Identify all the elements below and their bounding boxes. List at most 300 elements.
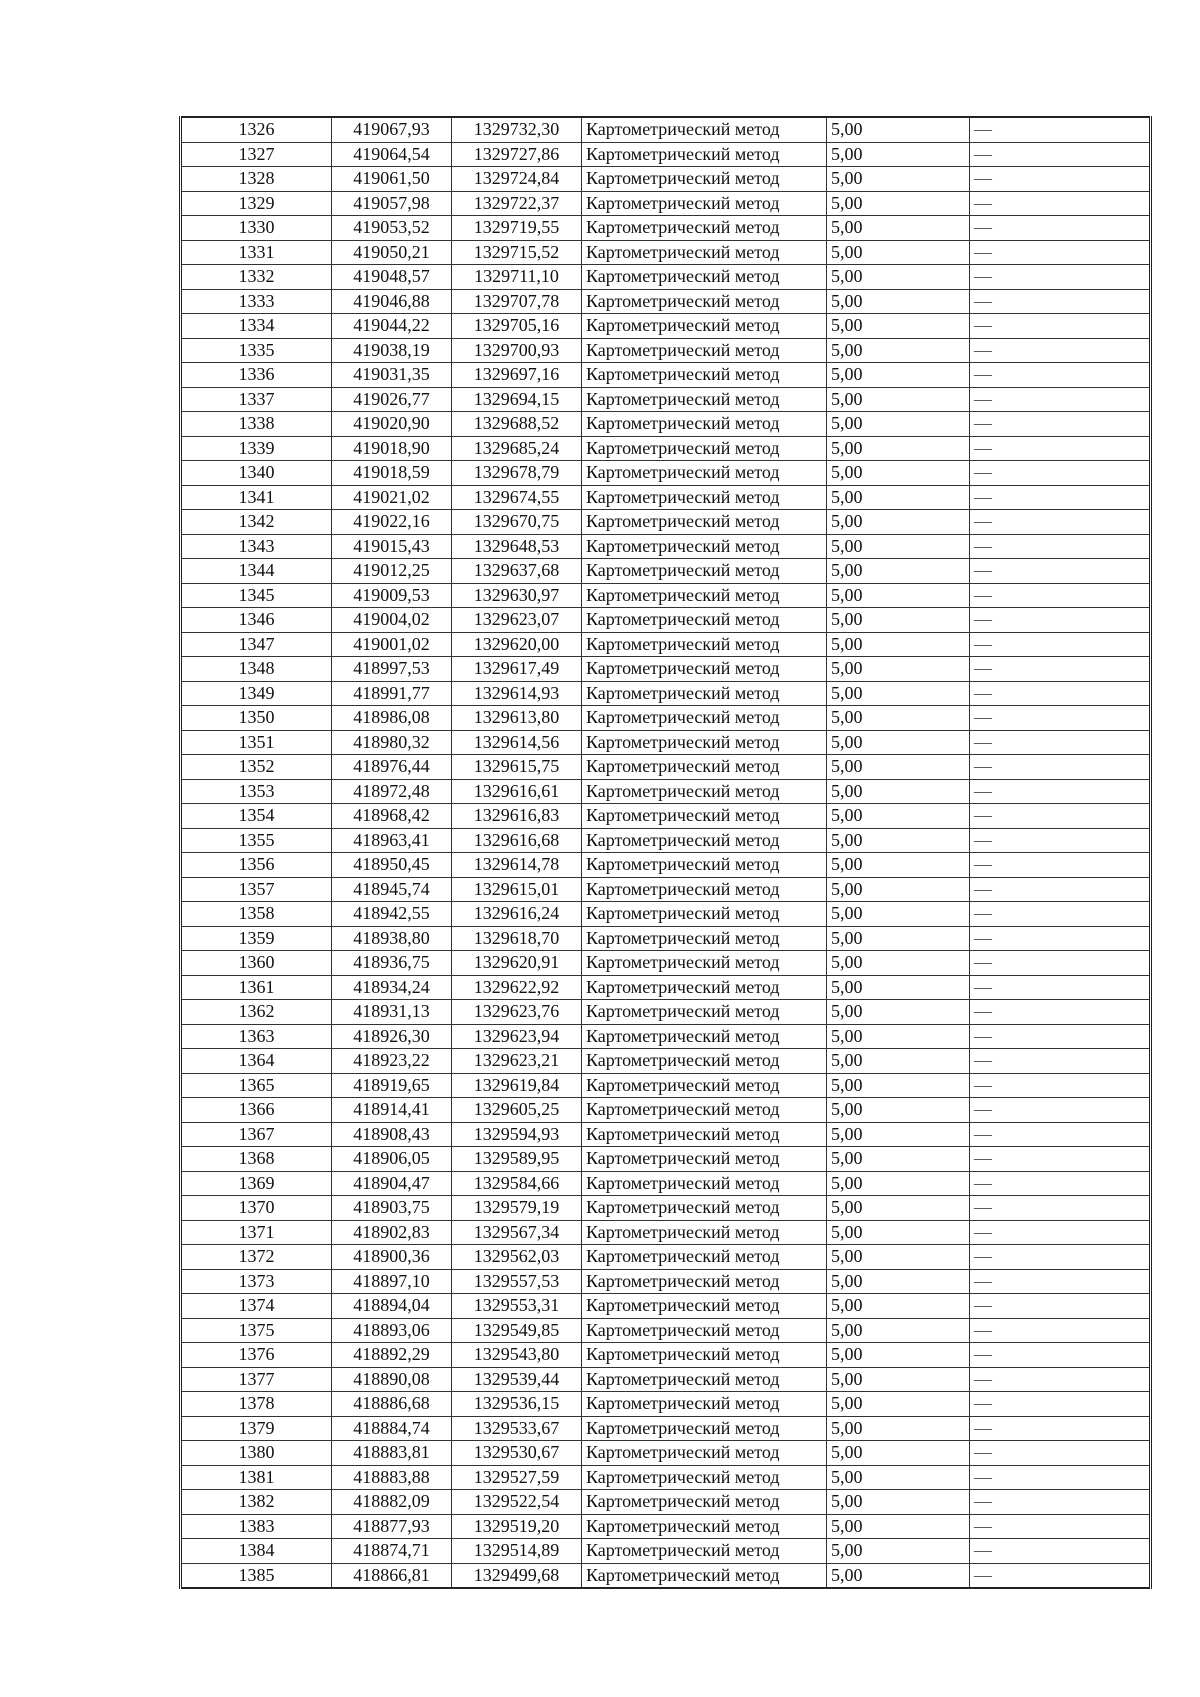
y-coordinate-cell: 1329678,79 bbox=[452, 461, 582, 486]
table-row bbox=[181, 191, 1151, 216]
accuracy-cell: 5,00 bbox=[827, 314, 970, 339]
description-cell: — bbox=[970, 1318, 1151, 1343]
table-row bbox=[181, 534, 1151, 559]
accuracy-cell: 5,00 bbox=[827, 681, 970, 706]
table-row bbox=[181, 1122, 1151, 1147]
description-cell: — bbox=[970, 853, 1151, 878]
description-cell: — bbox=[970, 1024, 1151, 1049]
y-coordinate-cell: 1329499,68 bbox=[452, 1563, 582, 1588]
accuracy-cell: 5,00 bbox=[827, 926, 970, 951]
description-cell: — bbox=[970, 975, 1151, 1000]
accuracy-cell: 5,00 bbox=[827, 485, 970, 510]
accuracy-cell: 5,00 bbox=[827, 117, 970, 142]
y-coordinate-cell: 1329615,01 bbox=[452, 877, 582, 902]
table-row bbox=[181, 1490, 1151, 1515]
method-cell: Картометрический метод bbox=[582, 1441, 827, 1466]
description-cell: — bbox=[970, 436, 1151, 461]
x-coordinate-cell: 418908,43 bbox=[332, 1122, 452, 1147]
accuracy-cell: 5,00 bbox=[827, 706, 970, 731]
x-coordinate-cell: 418914,41 bbox=[332, 1098, 452, 1123]
accuracy-cell: 5,00 bbox=[827, 1539, 970, 1564]
table-row bbox=[181, 1171, 1151, 1196]
y-coordinate-cell: 1329522,54 bbox=[452, 1490, 582, 1515]
accuracy-cell: 5,00 bbox=[827, 387, 970, 412]
point-number-cell: 1338 bbox=[181, 412, 332, 437]
y-coordinate-cell: 1329614,78 bbox=[452, 853, 582, 878]
point-number-cell: 1385 bbox=[181, 1563, 332, 1588]
x-coordinate-cell: 419009,53 bbox=[332, 583, 452, 608]
description-cell: — bbox=[970, 338, 1151, 363]
table-row bbox=[181, 142, 1151, 167]
description-cell: — bbox=[970, 877, 1151, 902]
x-coordinate-cell: 418884,74 bbox=[332, 1416, 452, 1441]
table-row bbox=[181, 926, 1151, 951]
method-cell: Картометрический метод bbox=[582, 1196, 827, 1221]
x-coordinate-cell: 419022,16 bbox=[332, 510, 452, 535]
table-row bbox=[181, 853, 1151, 878]
accuracy-cell: 5,00 bbox=[827, 1465, 970, 1490]
description-cell: — bbox=[970, 461, 1151, 486]
x-coordinate-cell: 419038,19 bbox=[332, 338, 452, 363]
description-cell: — bbox=[970, 191, 1151, 216]
x-coordinate-cell: 419015,43 bbox=[332, 534, 452, 559]
method-cell: Картометрический метод bbox=[582, 730, 827, 755]
point-number-cell: 1362 bbox=[181, 1000, 332, 1025]
accuracy-cell: 5,00 bbox=[827, 877, 970, 902]
x-coordinate-cell: 418897,10 bbox=[332, 1269, 452, 1294]
y-coordinate-cell: 1329648,53 bbox=[452, 534, 582, 559]
point-number-cell: 1350 bbox=[181, 706, 332, 731]
x-coordinate-cell: 419031,35 bbox=[332, 363, 452, 388]
x-coordinate-cell: 419026,77 bbox=[332, 387, 452, 412]
method-cell: Картометрический метод bbox=[582, 1392, 827, 1417]
point-number-cell: 1383 bbox=[181, 1514, 332, 1539]
x-coordinate-cell: 419018,59 bbox=[332, 461, 452, 486]
accuracy-cell: 5,00 bbox=[827, 730, 970, 755]
description-cell: — bbox=[970, 559, 1151, 584]
point-number-cell: 1326 bbox=[181, 117, 332, 142]
y-coordinate-cell: 1329620,91 bbox=[452, 951, 582, 976]
table-row bbox=[181, 412, 1151, 437]
method-cell: Картометрический метод bbox=[582, 1098, 827, 1123]
y-coordinate-cell: 1329613,80 bbox=[452, 706, 582, 731]
y-coordinate-cell: 1329724,84 bbox=[452, 167, 582, 192]
y-coordinate-cell: 1329557,53 bbox=[452, 1269, 582, 1294]
point-number-cell: 1357 bbox=[181, 877, 332, 902]
x-coordinate-cell: 418874,71 bbox=[332, 1539, 452, 1564]
point-number-cell: 1365 bbox=[181, 1073, 332, 1098]
point-number-cell: 1339 bbox=[181, 436, 332, 461]
table-row bbox=[181, 1220, 1151, 1245]
point-number-cell: 1369 bbox=[181, 1171, 332, 1196]
x-coordinate-cell: 419021,02 bbox=[332, 485, 452, 510]
point-number-cell: 1363 bbox=[181, 1024, 332, 1049]
x-coordinate-cell: 418942,55 bbox=[332, 902, 452, 927]
x-coordinate-cell: 418963,41 bbox=[332, 828, 452, 853]
accuracy-cell: 5,00 bbox=[827, 975, 970, 1000]
method-cell: Картометрический метод bbox=[582, 461, 827, 486]
description-cell: — bbox=[970, 681, 1151, 706]
y-coordinate-cell: 1329623,94 bbox=[452, 1024, 582, 1049]
method-cell: Картометрический метод bbox=[582, 853, 827, 878]
y-coordinate-cell: 1329727,86 bbox=[452, 142, 582, 167]
point-number-cell: 1374 bbox=[181, 1294, 332, 1319]
point-number-cell: 1358 bbox=[181, 902, 332, 927]
accuracy-cell: 5,00 bbox=[827, 1196, 970, 1221]
accuracy-cell: 5,00 bbox=[827, 534, 970, 559]
method-cell: Картометрический метод bbox=[582, 608, 827, 633]
table-row bbox=[181, 314, 1151, 339]
table-row bbox=[181, 1024, 1151, 1049]
y-coordinate-cell: 1329707,78 bbox=[452, 289, 582, 314]
point-number-cell: 1335 bbox=[181, 338, 332, 363]
y-coordinate-cell: 1329674,55 bbox=[452, 485, 582, 510]
table-row bbox=[181, 1392, 1151, 1417]
y-coordinate-cell: 1329722,37 bbox=[452, 191, 582, 216]
method-cell: Картометрический метод bbox=[582, 681, 827, 706]
accuracy-cell: 5,00 bbox=[827, 1147, 970, 1172]
method-cell: Картометрический метод bbox=[582, 1220, 827, 1245]
accuracy-cell: 5,00 bbox=[827, 1171, 970, 1196]
accuracy-cell: 5,00 bbox=[827, 1392, 970, 1417]
description-cell: — bbox=[970, 289, 1151, 314]
description-cell: — bbox=[970, 1392, 1151, 1417]
accuracy-cell: 5,00 bbox=[827, 1343, 970, 1368]
point-number-cell: 1353 bbox=[181, 779, 332, 804]
table-row bbox=[181, 1269, 1151, 1294]
description-cell: — bbox=[970, 1514, 1151, 1539]
table-row bbox=[181, 461, 1151, 486]
accuracy-cell: 5,00 bbox=[827, 583, 970, 608]
point-number-cell: 1344 bbox=[181, 559, 332, 584]
method-cell: Картометрический метод bbox=[582, 534, 827, 559]
x-coordinate-cell: 418894,04 bbox=[332, 1294, 452, 1319]
point-number-cell: 1384 bbox=[181, 1539, 332, 1564]
table-row bbox=[181, 706, 1151, 731]
description-cell: — bbox=[970, 485, 1151, 510]
accuracy-cell: 5,00 bbox=[827, 632, 970, 657]
point-number-cell: 1367 bbox=[181, 1122, 332, 1147]
point-number-cell: 1349 bbox=[181, 681, 332, 706]
table-row bbox=[181, 240, 1151, 265]
table-row bbox=[181, 1000, 1151, 1025]
accuracy-cell: 5,00 bbox=[827, 265, 970, 290]
table-row bbox=[181, 1147, 1151, 1172]
description-cell: — bbox=[970, 804, 1151, 829]
method-cell: Картометрический метод bbox=[582, 1000, 827, 1025]
table-row bbox=[181, 1049, 1151, 1074]
point-number-cell: 1373 bbox=[181, 1269, 332, 1294]
method-cell: Картометрический метод bbox=[582, 1318, 827, 1343]
description-cell: — bbox=[970, 265, 1151, 290]
table-row bbox=[181, 1416, 1151, 1441]
accuracy-cell: 5,00 bbox=[827, 1245, 970, 1270]
y-coordinate-cell: 1329543,80 bbox=[452, 1343, 582, 1368]
x-coordinate-cell: 418883,81 bbox=[332, 1441, 452, 1466]
point-number-cell: 1371 bbox=[181, 1220, 332, 1245]
accuracy-cell: 5,00 bbox=[827, 240, 970, 265]
x-coordinate-cell: 418934,24 bbox=[332, 975, 452, 1000]
x-coordinate-cell: 419001,02 bbox=[332, 632, 452, 657]
method-cell: Картометрический метод bbox=[582, 216, 827, 241]
description-cell: — bbox=[970, 608, 1151, 633]
description-cell: — bbox=[970, 1441, 1151, 1466]
x-coordinate-cell: 418890,08 bbox=[332, 1367, 452, 1392]
y-coordinate-cell: 1329670,75 bbox=[452, 510, 582, 535]
y-coordinate-cell: 1329623,07 bbox=[452, 608, 582, 633]
table-row bbox=[181, 1367, 1151, 1392]
y-coordinate-cell: 1329620,00 bbox=[452, 632, 582, 657]
x-coordinate-cell: 418877,93 bbox=[332, 1514, 452, 1539]
method-cell: Картометрический метод bbox=[582, 1416, 827, 1441]
x-coordinate-cell: 418892,29 bbox=[332, 1343, 452, 1368]
y-coordinate-cell: 1329616,83 bbox=[452, 804, 582, 829]
description-cell: — bbox=[970, 583, 1151, 608]
point-number-cell: 1377 bbox=[181, 1367, 332, 1392]
point-number-cell: 1336 bbox=[181, 363, 332, 388]
method-cell: Картометрический метод bbox=[582, 902, 827, 927]
point-number-cell: 1378 bbox=[181, 1392, 332, 1417]
description-cell: — bbox=[970, 1000, 1151, 1025]
y-coordinate-cell: 1329584,66 bbox=[452, 1171, 582, 1196]
point-number-cell: 1329 bbox=[181, 191, 332, 216]
y-coordinate-cell: 1329705,16 bbox=[452, 314, 582, 339]
method-cell: Картометрический метод bbox=[582, 1122, 827, 1147]
description-cell: — bbox=[970, 387, 1151, 412]
accuracy-cell: 5,00 bbox=[827, 804, 970, 829]
accuracy-cell: 5,00 bbox=[827, 559, 970, 584]
method-cell: Картометрический метод bbox=[582, 1343, 827, 1368]
accuracy-cell: 5,00 bbox=[827, 510, 970, 535]
point-number-cell: 1337 bbox=[181, 387, 332, 412]
accuracy-cell: 5,00 bbox=[827, 338, 970, 363]
description-cell: — bbox=[970, 1465, 1151, 1490]
accuracy-cell: 5,00 bbox=[827, 657, 970, 682]
method-cell: Картометрический метод bbox=[582, 926, 827, 951]
point-number-cell: 1343 bbox=[181, 534, 332, 559]
method-cell: Картометрический метод bbox=[582, 338, 827, 363]
point-number-cell: 1327 bbox=[181, 142, 332, 167]
table-row bbox=[181, 975, 1151, 1000]
accuracy-cell: 5,00 bbox=[827, 167, 970, 192]
point-number-cell: 1328 bbox=[181, 167, 332, 192]
y-coordinate-cell: 1329533,67 bbox=[452, 1416, 582, 1441]
table-row bbox=[181, 1245, 1151, 1270]
accuracy-cell: 5,00 bbox=[827, 1490, 970, 1515]
method-cell: Картометрический метод bbox=[582, 632, 827, 657]
method-cell: Картометрический метод bbox=[582, 191, 827, 216]
y-coordinate-cell: 1329605,25 bbox=[452, 1098, 582, 1123]
coordinates-table-body bbox=[181, 117, 1151, 1588]
point-number-cell: 1333 bbox=[181, 289, 332, 314]
method-cell: Картометрический метод bbox=[582, 436, 827, 461]
y-coordinate-cell: 1329618,70 bbox=[452, 926, 582, 951]
point-number-cell: 1361 bbox=[181, 975, 332, 1000]
table-row bbox=[181, 951, 1151, 976]
table-row bbox=[181, 265, 1151, 290]
description-cell: — bbox=[970, 510, 1151, 535]
table-row bbox=[181, 117, 1151, 142]
point-number-cell: 1368 bbox=[181, 1147, 332, 1172]
accuracy-cell: 5,00 bbox=[827, 755, 970, 780]
y-coordinate-cell: 1329617,49 bbox=[452, 657, 582, 682]
table-row bbox=[181, 608, 1151, 633]
y-coordinate-cell: 1329616,61 bbox=[452, 779, 582, 804]
table-row bbox=[181, 1563, 1151, 1588]
x-coordinate-cell: 418886,68 bbox=[332, 1392, 452, 1417]
y-coordinate-cell: 1329694,15 bbox=[452, 387, 582, 412]
description-cell: — bbox=[970, 1343, 1151, 1368]
y-coordinate-cell: 1329719,55 bbox=[452, 216, 582, 241]
y-coordinate-cell: 1329615,75 bbox=[452, 755, 582, 780]
accuracy-cell: 5,00 bbox=[827, 412, 970, 437]
accuracy-cell: 5,00 bbox=[827, 1073, 970, 1098]
y-coordinate-cell: 1329637,68 bbox=[452, 559, 582, 584]
point-number-cell: 1382 bbox=[181, 1490, 332, 1515]
point-number-cell: 1364 bbox=[181, 1049, 332, 1074]
point-number-cell: 1381 bbox=[181, 1465, 332, 1490]
accuracy-cell: 5,00 bbox=[827, 1563, 970, 1588]
accuracy-cell: 5,00 bbox=[827, 853, 970, 878]
point-number-cell: 1354 bbox=[181, 804, 332, 829]
accuracy-cell: 5,00 bbox=[827, 191, 970, 216]
y-coordinate-cell: 1329685,24 bbox=[452, 436, 582, 461]
description-cell: — bbox=[970, 1416, 1151, 1441]
table-row bbox=[181, 632, 1151, 657]
y-coordinate-cell: 1329619,84 bbox=[452, 1073, 582, 1098]
x-coordinate-cell: 418883,88 bbox=[332, 1465, 452, 1490]
accuracy-cell: 5,00 bbox=[827, 461, 970, 486]
method-cell: Картометрический метод bbox=[582, 314, 827, 339]
accuracy-cell: 5,00 bbox=[827, 289, 970, 314]
x-coordinate-cell: 418945,74 bbox=[332, 877, 452, 902]
method-cell: Картометрический метод bbox=[582, 1294, 827, 1319]
description-cell: — bbox=[970, 1073, 1151, 1098]
x-coordinate-cell: 418968,42 bbox=[332, 804, 452, 829]
description-cell: — bbox=[970, 1563, 1151, 1588]
description-cell: — bbox=[970, 730, 1151, 755]
description-cell: — bbox=[970, 1196, 1151, 1221]
point-number-cell: 1351 bbox=[181, 730, 332, 755]
description-cell: — bbox=[970, 657, 1151, 682]
accuracy-cell: 5,00 bbox=[827, 1098, 970, 1123]
x-coordinate-cell: 418936,75 bbox=[332, 951, 452, 976]
x-coordinate-cell: 418980,32 bbox=[332, 730, 452, 755]
description-cell: — bbox=[970, 1490, 1151, 1515]
table-row bbox=[181, 1441, 1151, 1466]
description-cell: — bbox=[970, 926, 1151, 951]
table-row bbox=[181, 681, 1151, 706]
x-coordinate-cell: 419061,50 bbox=[332, 167, 452, 192]
x-coordinate-cell: 418882,09 bbox=[332, 1490, 452, 1515]
x-coordinate-cell: 418902,83 bbox=[332, 1220, 452, 1245]
y-coordinate-cell: 1329622,92 bbox=[452, 975, 582, 1000]
description-cell: — bbox=[970, 240, 1151, 265]
table-row bbox=[181, 779, 1151, 804]
y-coordinate-cell: 1329623,76 bbox=[452, 1000, 582, 1025]
x-coordinate-cell: 419012,25 bbox=[332, 559, 452, 584]
method-cell: Картометрический метод bbox=[582, 363, 827, 388]
method-cell: Картометрический метод bbox=[582, 289, 827, 314]
y-coordinate-cell: 1329527,59 bbox=[452, 1465, 582, 1490]
x-coordinate-cell: 418931,13 bbox=[332, 1000, 452, 1025]
point-number-cell: 1372 bbox=[181, 1245, 332, 1270]
accuracy-cell: 5,00 bbox=[827, 902, 970, 927]
method-cell: Картометрический метод bbox=[582, 510, 827, 535]
coordinates-table bbox=[179, 116, 1152, 1589]
table-row bbox=[181, 1196, 1151, 1221]
method-cell: Картометрический метод bbox=[582, 583, 827, 608]
y-coordinate-cell: 1329630,97 bbox=[452, 583, 582, 608]
y-coordinate-cell: 1329700,93 bbox=[452, 338, 582, 363]
accuracy-cell: 5,00 bbox=[827, 1318, 970, 1343]
accuracy-cell: 5,00 bbox=[827, 1000, 970, 1025]
point-number-cell: 1348 bbox=[181, 657, 332, 682]
accuracy-cell: 5,00 bbox=[827, 1441, 970, 1466]
method-cell: Картометрический метод bbox=[582, 1514, 827, 1539]
x-coordinate-cell: 419057,98 bbox=[332, 191, 452, 216]
y-coordinate-cell: 1329514,89 bbox=[452, 1539, 582, 1564]
x-coordinate-cell: 418938,80 bbox=[332, 926, 452, 951]
accuracy-cell: 5,00 bbox=[827, 142, 970, 167]
accuracy-cell: 5,00 bbox=[827, 1294, 970, 1319]
point-number-cell: 1345 bbox=[181, 583, 332, 608]
table-row bbox=[181, 804, 1151, 829]
y-coordinate-cell: 1329715,52 bbox=[452, 240, 582, 265]
x-coordinate-cell: 419046,88 bbox=[332, 289, 452, 314]
description-cell: — bbox=[970, 167, 1151, 192]
table-row bbox=[181, 755, 1151, 780]
table-row bbox=[181, 1343, 1151, 1368]
description-cell: — bbox=[970, 1294, 1151, 1319]
method-cell: Картометрический метод bbox=[582, 1147, 827, 1172]
description-cell: — bbox=[970, 1220, 1151, 1245]
x-coordinate-cell: 418893,06 bbox=[332, 1318, 452, 1343]
y-coordinate-cell: 1329623,21 bbox=[452, 1049, 582, 1074]
accuracy-cell: 5,00 bbox=[827, 436, 970, 461]
accuracy-cell: 5,00 bbox=[827, 1024, 970, 1049]
y-coordinate-cell: 1329616,24 bbox=[452, 902, 582, 927]
table-row bbox=[181, 583, 1151, 608]
accuracy-cell: 5,00 bbox=[827, 828, 970, 853]
accuracy-cell: 5,00 bbox=[827, 608, 970, 633]
y-coordinate-cell: 1329567,34 bbox=[452, 1220, 582, 1245]
table-row bbox=[181, 485, 1151, 510]
x-coordinate-cell: 419053,52 bbox=[332, 216, 452, 241]
x-coordinate-cell: 419050,21 bbox=[332, 240, 452, 265]
point-number-cell: 1342 bbox=[181, 510, 332, 535]
method-cell: Картометрический метод bbox=[582, 1490, 827, 1515]
method-cell: Картометрический метод bbox=[582, 1245, 827, 1270]
table-row bbox=[181, 1318, 1151, 1343]
table-row bbox=[181, 1098, 1151, 1123]
description-cell: — bbox=[970, 363, 1151, 388]
method-cell: Картометрический метод bbox=[582, 1465, 827, 1490]
y-coordinate-cell: 1329562,03 bbox=[452, 1245, 582, 1270]
table-row bbox=[181, 289, 1151, 314]
description-cell: — bbox=[970, 142, 1151, 167]
method-cell: Картометрический метод bbox=[582, 1171, 827, 1196]
point-number-cell: 1360 bbox=[181, 951, 332, 976]
point-number-cell: 1376 bbox=[181, 1343, 332, 1368]
description-cell: — bbox=[970, 706, 1151, 731]
accuracy-cell: 5,00 bbox=[827, 779, 970, 804]
method-cell: Картометрический метод bbox=[582, 167, 827, 192]
table-row bbox=[181, 1294, 1151, 1319]
x-coordinate-cell: 419044,22 bbox=[332, 314, 452, 339]
x-coordinate-cell: 419048,57 bbox=[332, 265, 452, 290]
description-cell: — bbox=[970, 1147, 1151, 1172]
